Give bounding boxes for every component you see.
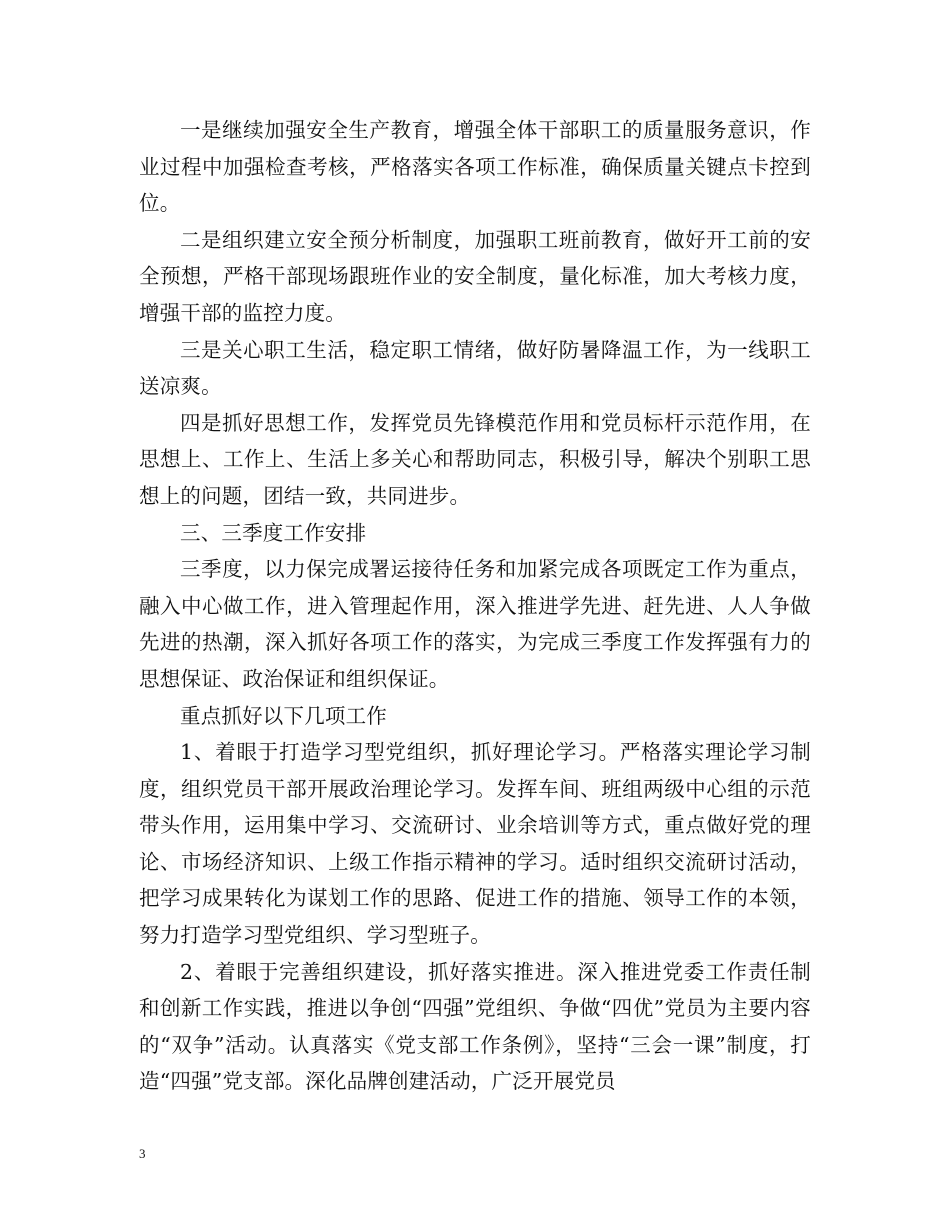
paragraph-3: 三是关心职工生活，稳定职工情绪，做好防暑降温工作，为一线职工送凉爽。 [139, 337, 811, 399]
section-heading: 三、三季度工作安排 [180, 520, 367, 545]
paragraph-6: 1、着眼于打造学习型党组织，抓好理论学习。严格落实理论学习制度，组织党员干部开展政治理论学习。发挥车间、班组两级中心组的示范带头作用，运用集中学习、交流研讨、业余培训等方式，重点做好党的理论、市场经济知识、上级工作指示精神的学习。适时组织交流研讨活动，把学习成果转化为谋划工作的思路、促进工作的措施、领导工作的本领，努力打造学习型党组织、学习型班子。 [139, 740, 811, 948]
paragraph-7: 2、着眼于完善组织建设，抓好落实推进。深入推进党委工作责任制和创新工作实践，推进以争创“四强”党组织、争做“四优”党员为主要内容的“双争”活动。认真落实《党支部工作条例》，坚持“三会一课”制度，打造“四强”党支部。深化品牌创建活动，广泛开展党员 [139, 959, 811, 1094]
paragraph-1: 一是继续加强安全生产教育，增强全体干部职工的质量服务意识，作业过程中加强检查考核，严格落实各项工作标准，确保质量关键点卡控到位。 [139, 118, 811, 216]
subheading: 重点抓好以下几项工作 [180, 703, 387, 728]
document-body [139, 112, 811, 1100]
paragraph-4: 四是抓好思想工作，发挥党员先锋模范作用和党员标杆示范作用，在思想上、工作上、生活上多关心和帮助同志，积极引导，解决个别职工思想上的问题，团结一致，共同进步。 [139, 410, 811, 508]
paragraph-5: 三季度，以力保完成署运接待任务和加紧完成各项既定工作为重点，融入中心做工作，进入管理起作用，深入推进学先进、赶先进、人人争做先进的热潮，深入抓好各项工作的落实，为完成三季度工作发挥强有力的思想保证、政治保证和组织保证。 [139, 557, 811, 691]
paragraph-2: 二是组织建立安全预分析制度，加强职工班前教育，做好开工前的安全预想，严格干部现场跟班作业的安全制度，量化标准，加大考核力度，增强干部的监控力度。 [139, 227, 811, 325]
page-number: 3 [139, 1146, 146, 1161]
